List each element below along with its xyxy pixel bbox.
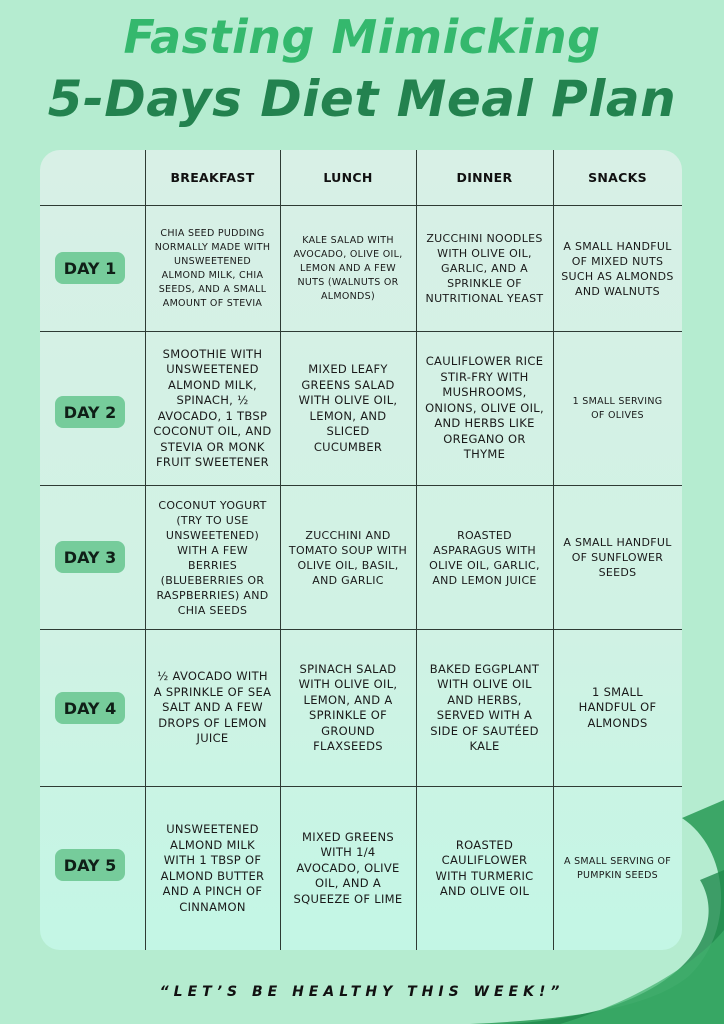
- day-2-badge: DAY 2: [55, 396, 125, 428]
- title-line-2: 5-Days Diet Meal Plan: [47, 70, 677, 128]
- day-4-dinner: BAKED EGGPLANT WITH OLIVE OIL AND HERBS, SERVED WITH A SIDE OF SAUTÉED KALE: [429, 661, 540, 753]
- day-3-badge: DAY 3: [55, 541, 125, 573]
- day-2-lunch: MIXED LEAFY GREENS SALAD WITH OLIVE OIL, LEMON, AND SLICED CUCUMBER: [298, 362, 398, 454]
- day-4-snacks: 1 SMALL HANDFUL OF ALMONDS: [578, 684, 657, 730]
- footer-quote: “LET’S BE HEALTHY THIS WEEK!”: [159, 984, 565, 1000]
- meal-plan-table: [40, 150, 682, 950]
- day-3-snacks: A SMALL HANDFUL OF SUNFLOWER SEEDS: [563, 536, 672, 579]
- day-1-snacks: A SMALL HANDFUL OF MIXED NUTS SUCH AS ALMONDS AND WALNUTS: [561, 239, 674, 298]
- day-4-breakfast: ½ AVOCADO WITH A SPRINKLE OF SEA SALT AND A FEW DROPS OF LEMON JUICE: [153, 669, 272, 746]
- day-2-breakfast: SMOOTHIE WITH UNSWEETENED ALMOND MILK, SPINACH, ½ AVOCADO, 1 TBSP COCONUT OIL, AND STEVIA OR MONK FRUIT SWEETENER: [153, 346, 272, 469]
- header-breakfast: BREAKFAST: [170, 170, 255, 185]
- day-2-dinner: CAULIFLOWER RICE STIR-FRY WITH MUSHROOMS, ONIONS, OLIVE OIL, AND HERBS LIKE OREGANO OR THYME: [425, 354, 544, 462]
- day-4-lunch: SPINACH SALAD WITH OLIVE OIL, LEMON, AND A SPRINKLE OF GROUND FLAXSEEDS: [298, 661, 398, 753]
- day-1-lunch: KALE SALAD WITH AVOCADO, OLIVE OIL, LEMON AND A FEW NUTS (WALNUTS OR ALMONDS): [293, 234, 403, 302]
- day-5-breakfast: UNSWEETENED ALMOND MILK WITH 1 TBSP OF ALMOND BUTTER AND A PINCH OF CINNAMON: [160, 822, 265, 914]
- day-5-badge: DAY 5: [55, 849, 125, 881]
- day-3-lunch: ZUCCHINI AND TOMATO SOUP WITH OLIVE OIL, BASIL, AND GARLIC: [288, 528, 408, 587]
- day-5-snacks: A SMALL SERVING OF PUMPKIN SEEDS: [563, 855, 672, 881]
- header-dinner: DINNER: [456, 170, 513, 185]
- day-1-breakfast: CHIA SEED PUDDING NORMALLY MADE WITH UNSWEETENED ALMOND MILK, CHIA SEEDS, AND A SMALL AMOUNT OF STEVIA: [154, 227, 271, 309]
- day-2-snacks: 1 SMALL SERVING OF OLIVES: [572, 395, 663, 421]
- header-lunch: LUNCH: [323, 170, 373, 185]
- day-5-dinner: ROASTED CAULIFLOWER WITH TURMERIC AND OLIVE OIL: [435, 837, 534, 898]
- day-1-badge: DAY 1: [55, 252, 125, 284]
- header-snacks: SNACKS: [588, 170, 647, 185]
- day-5-lunch: MIXED GREENS WITH 1/4 AVOCADO, OLIVE OIL, AND A SQUEEZE OF LIME: [293, 829, 403, 906]
- day-1-dinner: ZUCCHINI NOODLES WITH OLIVE OIL, GARLIC, AND A SPRINKLE OF NUTRITIONAL YEAST: [425, 232, 544, 305]
- day-3-dinner: ROASTED ASPARAGUS WITH OLIVE OIL, GARLIC, AND LEMON JUICE: [429, 528, 540, 587]
- day-4-badge: DAY 4: [55, 692, 125, 724]
- day-3-breakfast: COCONUT YOGURT (TRY TO USE UNSWEETENED) WITH A FEW BERRIES (BLUEBERRIES OR RASPBERRIES) AND CHIA SEEDS: [156, 498, 269, 617]
- title-line-1: Fasting Mimicking: [123, 10, 601, 64]
